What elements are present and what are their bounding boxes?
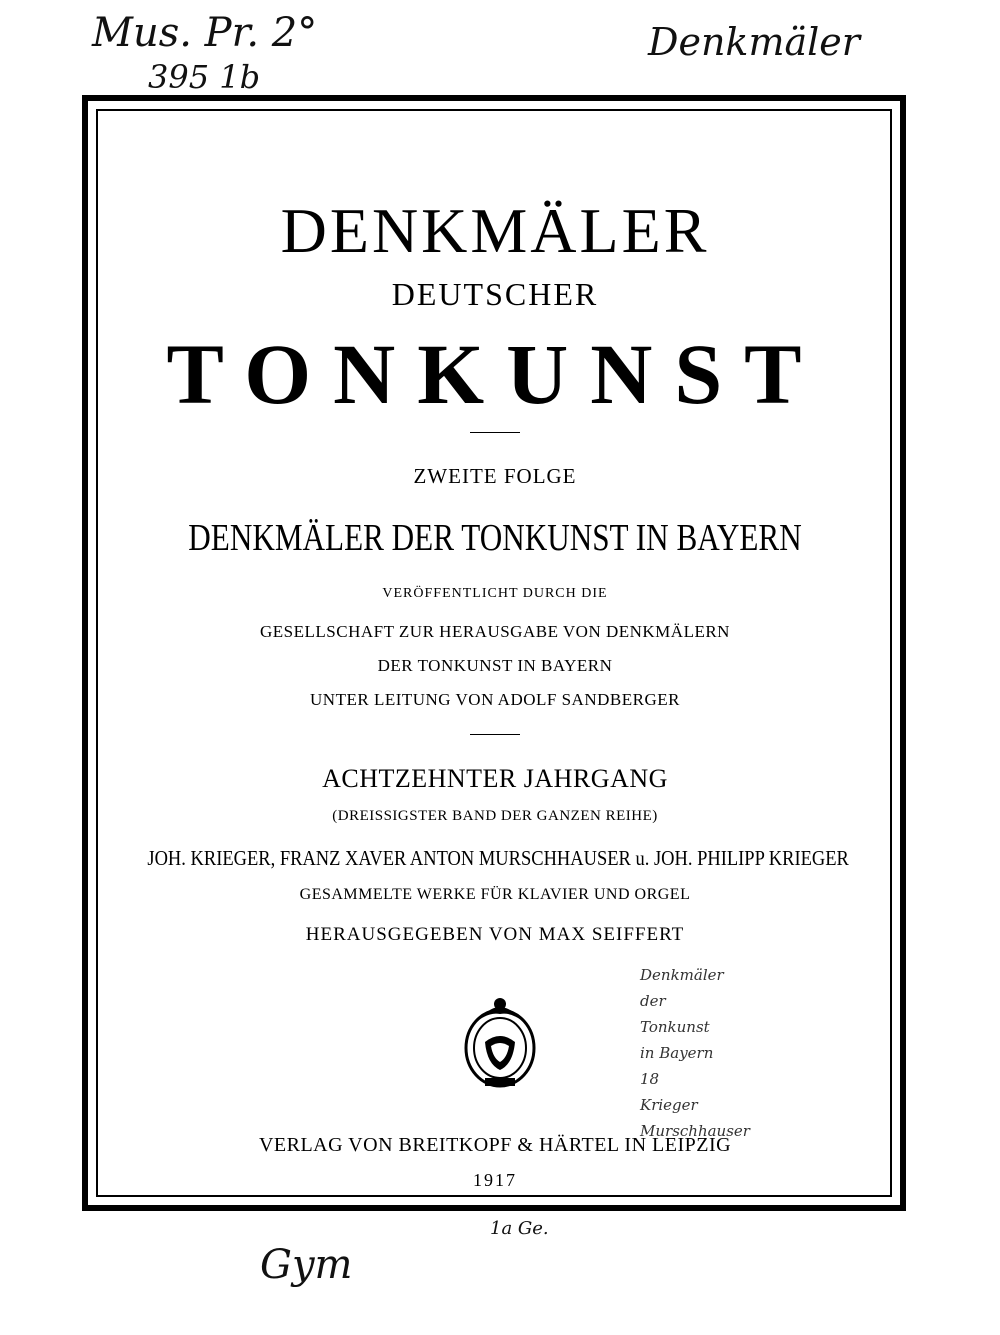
volume-year: ACHTZEHNTER JAHRGANG [322, 764, 668, 793]
bottom-signature-handwritten: Gym [260, 1242, 353, 1288]
stamp-line: Denkmäler [640, 966, 724, 984]
stamp-line: Murschhauser [640, 1122, 750, 1140]
published-by: VERÖFFENTLICHT DURCH DIE [382, 586, 608, 601]
stamp-line: der [640, 992, 666, 1010]
society-line-2: DER TONKUNST IN BAYERN [377, 656, 613, 675]
shelfmark-handwritten: Mus. Pr. 2° [92, 10, 318, 56]
divider-rule [470, 432, 520, 433]
library-stamp [640, 962, 790, 1144]
bottom-note-handwritten: 1a Ge. [490, 1218, 549, 1239]
shelfmark-number-handwritten: 395 1b [148, 58, 261, 96]
title-line-3: TONKUNST [166, 326, 824, 422]
publication-year: 1917 [473, 1170, 517, 1190]
society-line-1: GESELLSCHAFT ZUR HERAUSGABE VON DENKMÄLERN [260, 622, 730, 641]
editor: HERAUSGEGEBEN VON MAX SEIFFERT [305, 924, 685, 945]
stamp-line: Krieger [640, 1096, 698, 1114]
stamp-line: Tonkunst [640, 1018, 710, 1036]
title-line-2: DEUTSCHER [391, 276, 599, 312]
title-line-1: DENKMÄLER [280, 195, 710, 266]
publisher-emblem-icon [455, 990, 545, 1090]
composers: JOH. KRIEGER, FRANZ XAVER ANTON MURSCHHAUSER u. JOH. PHILIPP KRIEGER [147, 846, 849, 870]
works-description: GESAMMELTE WERKE FÜR KLAVIER UND ORGEL [299, 886, 691, 903]
publisher: VERLAG VON BREITKOPF & HÄRTEL IN LEIPZIG [258, 1134, 732, 1156]
stamp-line: in Bayern [640, 1044, 714, 1062]
spine-title-handwritten: Denkmäler [648, 20, 860, 64]
volume-band: (DREISSIGSTER BAND DER GANZEN REIHE) [332, 808, 658, 824]
series-direction: UNTER LEITUNG VON ADOLF SANDBERGER [310, 690, 680, 709]
series-name: DENKMÄLER DER TONKUNST IN BAYERN [188, 517, 802, 559]
series-sequence: ZWEITE FOLGE [413, 464, 577, 488]
divider-rule [470, 734, 520, 735]
stamp-line: 18 [640, 1070, 660, 1088]
